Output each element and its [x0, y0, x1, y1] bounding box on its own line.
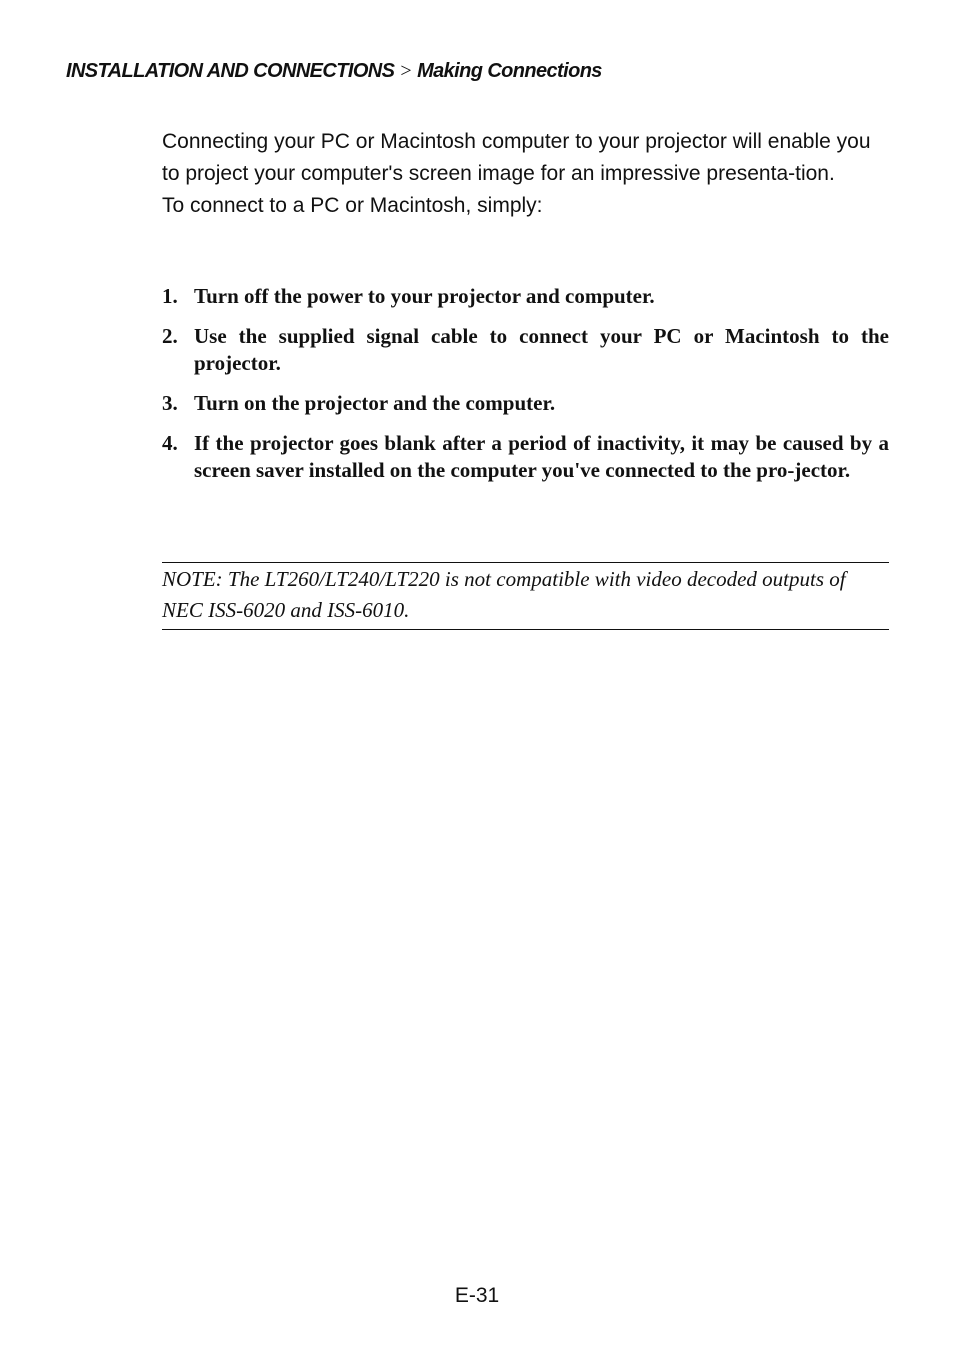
intro-text	[162, 126, 889, 222]
step-text: Turn off the power to your projector and computer.	[194, 284, 655, 308]
step-item	[162, 283, 889, 310]
steps-list	[162, 283, 889, 497]
subsection-title: Making Connections	[417, 60, 602, 82]
intro-lead-in: To connect to a PC or Macintosh, simply:	[162, 194, 543, 217]
step-item	[162, 430, 889, 484]
section-title: INSTALLATION AND CONNECTIONS	[66, 60, 395, 82]
page-number: E-31	[454, 1284, 500, 1307]
step-number: 2.	[162, 324, 178, 348]
step-text: Use the supplied signal cable to connect your PC or Macintosh to the projector.	[194, 324, 889, 375]
breadcrumb-separator: >	[400, 60, 412, 82]
page-header	[66, 60, 602, 83]
step-item	[162, 323, 889, 377]
step-number: 4.	[162, 431, 178, 455]
step-number: 1.	[162, 284, 178, 308]
note-text: NOTE: The LT260/LT240/LT220 is not compatible with video decoded outputs of NEC ISS-6020 and ISS-6010.	[162, 567, 846, 622]
step-number: 3.	[162, 391, 178, 415]
step-text: Turn on the projector and the computer.	[194, 391, 556, 415]
intro-paragraph: Connecting your PC or Macintosh computer to your projector will enable you to project your computer's screen image for an impressive presenta-tion.	[162, 130, 871, 185]
step-item	[162, 390, 889, 417]
note-box	[162, 562, 889, 630]
step-text: If the projector goes blank after a period of inactivity, it may be caused by a screen saver installed on the computer you've connected to the pro-jector.	[194, 431, 889, 482]
